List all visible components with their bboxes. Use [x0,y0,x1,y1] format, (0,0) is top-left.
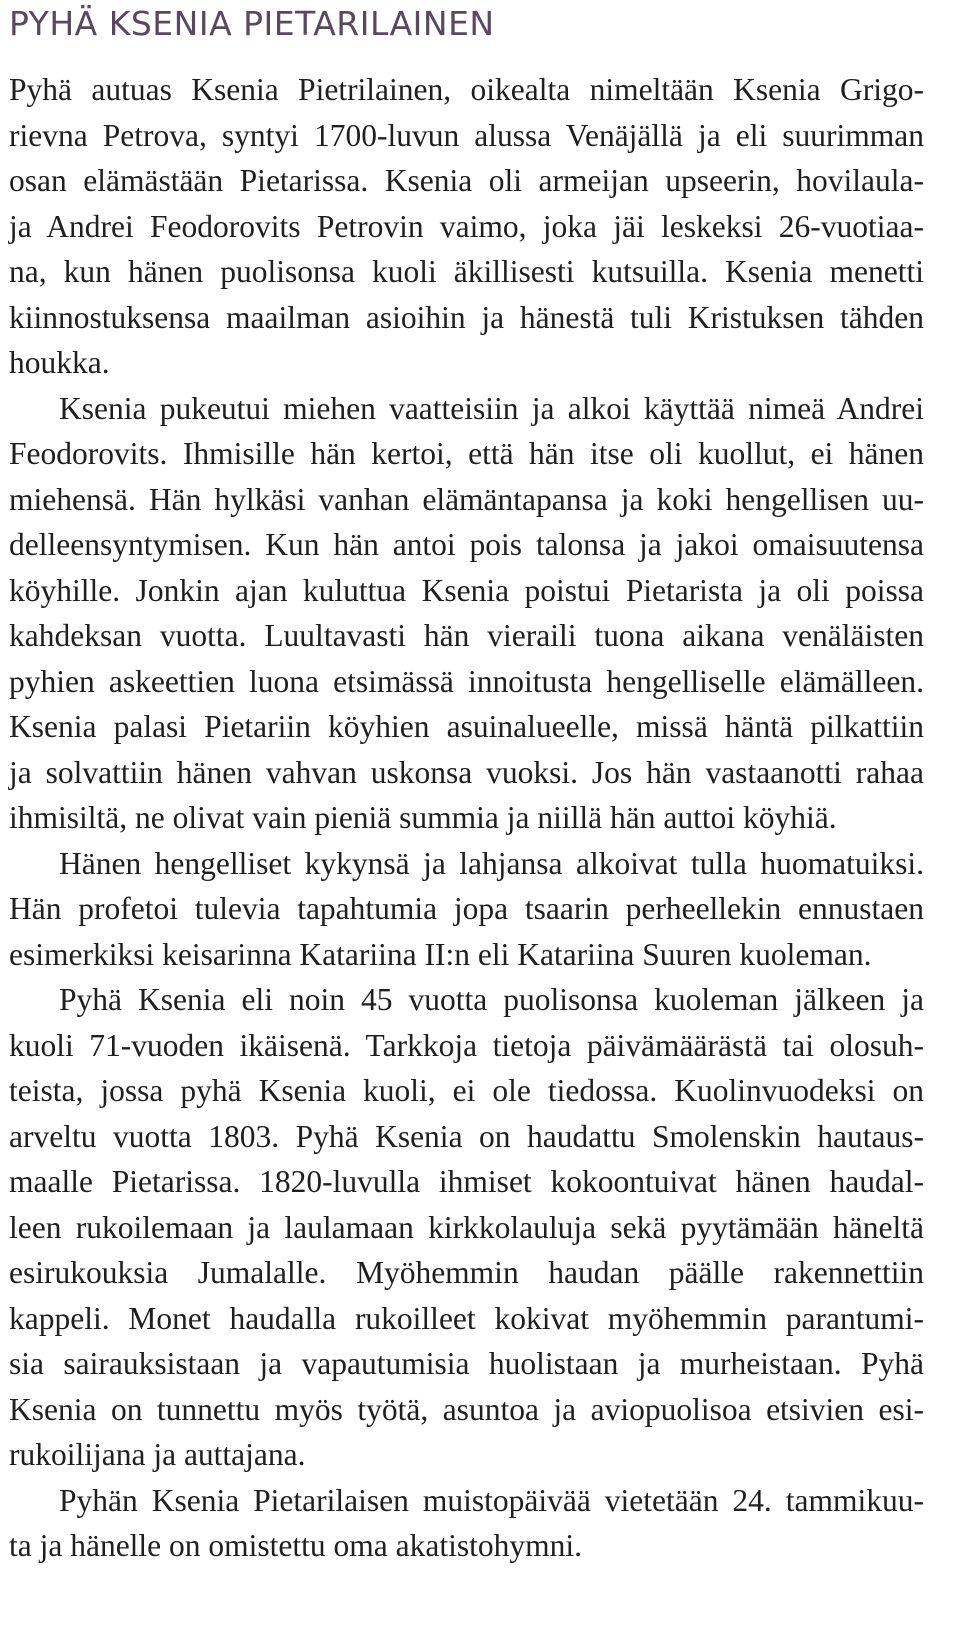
article-body [9,67,924,1569]
text-line: kahdeksan vuotta. Luultavasti hän vieraili tuona aikana venäläisten [9,618,924,653]
paragraph-1 [9,67,924,386]
text-line: esimerkiksi keisarinna Katariina II:n eli Katariina Suuren kuoleman. [9,936,872,972]
text-line: Ksenia on tunnettu myös työtä, asuntoa ja aviopuolisoa etsivien esi- [9,1391,924,1427]
text-line: Pyhän Ksenia Pietarilaisen muistopäivää vietetään 24. tammikuu- [59,1482,924,1518]
text-line: Hänen hengelliset kykynsä ja lahjansa alkoivat tulla huomatuiksi. [59,845,924,881]
text-line: Ksenia palasi Pietariin köyhien asuinalueelle, missä häntä pilkattiin [9,709,924,744]
text-line: kappeli. Monet haudalla rukoilleet kokivat myöhemmin parantumi- [9,1300,924,1336]
text-line: maalle Pietarissa. 1820-luvulla ihmiset kokoontuivat hänen haudal- [9,1164,924,1199]
text-line: rievna Petrova, syntyi 1700-luvun alussa Venäjällä ja eli suurimman [9,117,924,153]
text-line: rukoilijana ja auttajana. [9,1437,306,1472]
text-line: Hän profetoi tulevia tapahtumia jopa tsaarin perheellekin ennustaen [9,891,924,926]
text-line: na, kun hänen puolisonsa kuoli äkillisesti kutsuilla. Ksenia menetti [9,254,924,289]
text-line: Ksenia pukeutui miehen vaatteisiin ja alkoi käyttää nimeä Andrei [59,390,924,426]
text-line: arveltu vuotta 1803. Pyhä Ksenia on haudattu Smolenskin hautaus- [9,1118,924,1154]
text-line: kiinnostuksensa maailman asioihin ja hänestä tuli Kristuksen tähden [9,299,924,335]
text-line: delleensyntymisen. Kun hän antoi pois talonsa ja jakoi omaisuutensa [9,527,924,562]
text-line: köyhille. Jonkin ajan kuluttua Ksenia poistui Pietarista ja oli poissa [9,572,924,608]
text-line: Pyhä Ksenia eli noin 45 vuotta puolisonsa kuoleman jälkeen ja [59,982,924,1017]
paragraph-2 [9,386,924,841]
paragraph-4 [9,977,924,1478]
text-line: osan elämästään Pietarissa. Ksenia oli armeijan upseerin, hovilaula- [9,163,924,198]
text-line: miehensä. Hän hylkäsi vanhan elämäntapansa ja koki hengellisen uu- [9,481,924,517]
text-line: pyhien askeettien luona etsimässä innoitusta hengelliselle elämälleen. [9,663,924,699]
text-line: ta ja hänelle on omistettu oma akatistohymni. [9,1528,582,1563]
text-line: ja Andrei Feodorovits Petrovin vaimo, joka jäi leskeksi 26-vuotiaa- [9,208,924,244]
text-line: esirukouksia Jumalalle. Myöhemmin haudan päälle rakennettiin [9,1255,924,1290]
paragraph-3 [9,841,924,978]
text-line: Pyhä autuas Ksenia Pietrilainen, oikealta nimeltään Ksenia Grigo- [9,72,924,107]
text-line: sia sairauksistaan ja vapautumisia huolistaan ja murheistaan. Pyhä [9,1346,924,1381]
text-line: leen rukoilemaan ja laulamaan kirkkolauluja sekä pyytämään häneltä [9,1209,924,1245]
page-title: PYHÄ KSENIA PIETARILAINEN [9,4,495,43]
text-line: Feodorovits. Ihmisille hän kertoi, että hän itse oli kuollut, ei hänen [9,436,924,471]
text-line: teista, jossa pyhä Ksenia kuoli, ei ole tiedossa. Kuolinvuodeksi on [9,1073,924,1108]
text-line: ja solvattiin hänen vahvan uskonsa vuoksi. Jos hän vastaanotti rahaa [9,754,924,790]
text-line: kuoli 71-vuoden ikäisenä. Tarkkoja tietoja päivämäärästä tai olosuh- [9,1027,924,1063]
text-line: houkka. [9,345,110,380]
paragraph-5 [9,1478,924,1569]
text-line: ihmisiltä, ne olivat vain pieniä summia ja niillä hän auttoi köyhiä. [9,800,837,835]
